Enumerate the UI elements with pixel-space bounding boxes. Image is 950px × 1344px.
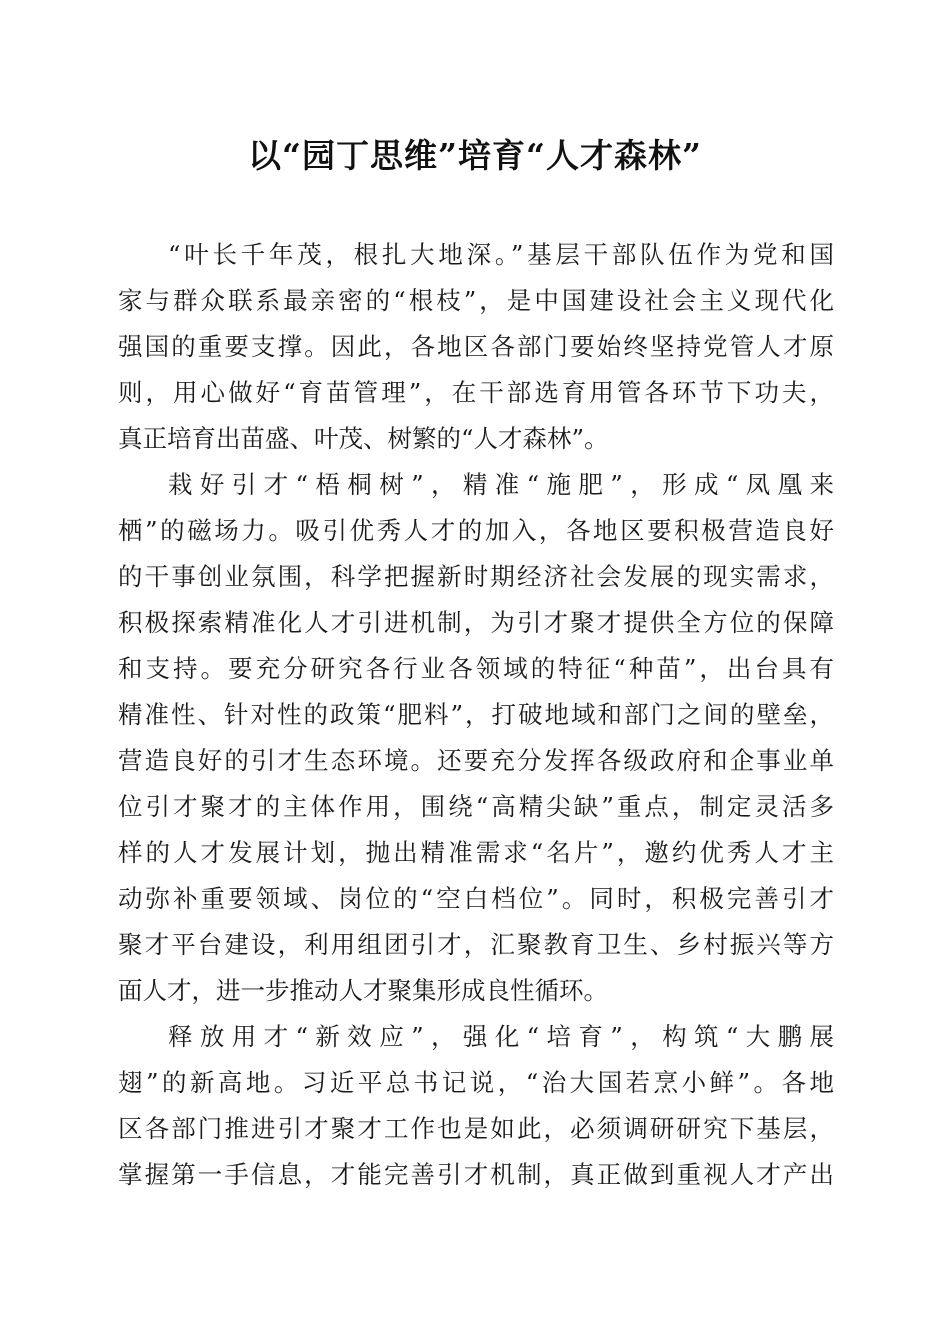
paragraph-line: 栽好引才“梧桐树”，精准“施肥”，形成“凤凰来 (168, 470, 834, 499)
paragraph-line: 掌握第一手信息，才能完善引才机制，真正做到重视人才产出 (118, 1160, 834, 1189)
paragraph-line: 面人才，进一步推动人才聚集形成良性循环。 (118, 976, 608, 1005)
paragraph-2 (118, 462, 834, 1014)
paragraph-3 (118, 1014, 834, 1198)
paragraph-line: 聚才平台建设，利用组团引才，汇聚教育卫生、乡村振兴等方 (118, 930, 834, 959)
paragraph-line: 则，用心做好“育苗管理”，在干部选育用管各环节下功夫， (118, 378, 834, 407)
paragraph-line: 营造良好的引才生态环境。还要充分发挥各级政府和企事业单 (118, 746, 834, 775)
paragraph-line: 区各部门推进引才聚才工作也是如此，必须调研研究下基层， (118, 1114, 834, 1143)
paragraph-line: 和支持。要充分研究各行业各领域的特征“种苗”，出台具有 (118, 654, 834, 683)
paragraph-line: 动弥补重要领域、岗位的“空白档位”。同时，积极完善引才 (118, 884, 834, 913)
paragraph-line: 样的人才发展计划，抛出精准需求“名片”，邀约优秀人才主 (118, 838, 834, 867)
paragraph-line: 位引才聚才的主体作用，围绕“高精尖缺”重点，制定灵活多 (118, 792, 834, 821)
paragraph-line: 家与群众联系最亲密的“根枝”，是中国建设社会主义现代化 (118, 286, 834, 315)
paragraph-line: 积极探索精准化人才引进机制，为引才聚才提供全方位的保障 (118, 608, 834, 637)
paragraph-line: 强国的重要支撑。因此，各地区各部门要始终坚持党管人才原 (118, 332, 834, 361)
paragraph-line: 栖”的磁场力。吸引优秀人才的加入，各地区要积极营造良好 (118, 516, 834, 545)
paragraph-line: 精准性、针对性的政策“肥料”，打破地域和部门之间的壁垒， (118, 700, 834, 729)
paragraph-1 (118, 232, 834, 462)
paragraph-line: 释放用才“新效应”，强化“培育”，构筑“大鹏展 (168, 1022, 834, 1051)
paragraph-line: “叶长千年茂，根扎大地深。”基层干部队伍作为党和国 (168, 240, 834, 269)
article-title: 以“园丁思维”培育“人才森林” (248, 136, 702, 175)
paragraph-line: 真正培育出苗盛、叶茂、树繁的“人才森林”。 (118, 424, 609, 453)
article-body (118, 232, 834, 1198)
paragraph-line: 翅”的新高地。习近平总书记说，“治大国若烹小鲜”。各地 (118, 1068, 834, 1097)
paragraph-line: 的干事创业氛围，科学把握新时期经济社会发展的现实需求， (118, 562, 834, 591)
